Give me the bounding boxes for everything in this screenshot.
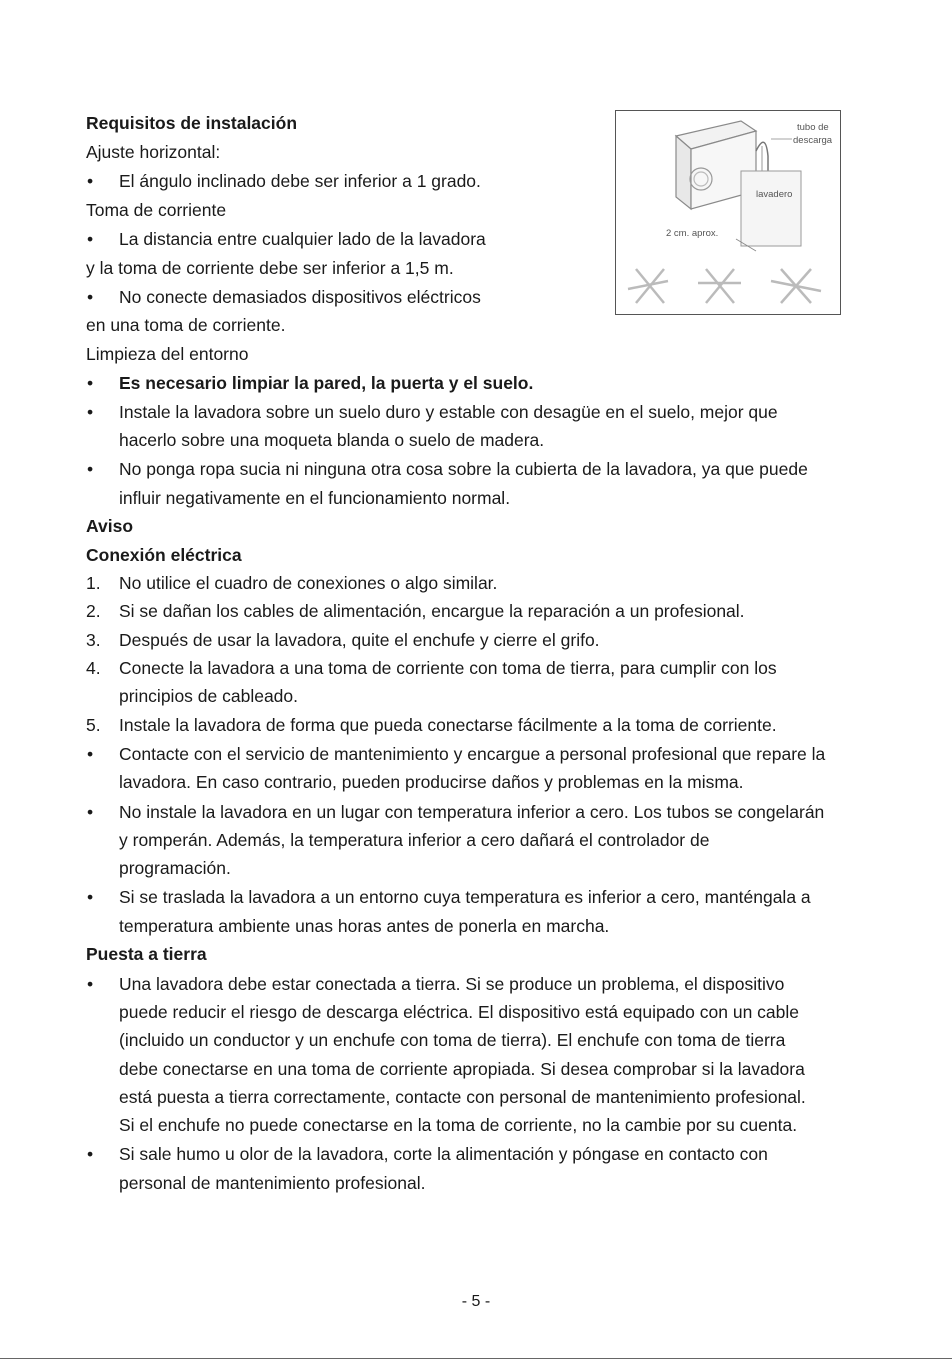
outlet-bullet-1-line-2: y la toma de corriente debe ser inferior a 1,5 m. bbox=[86, 258, 454, 278]
horizontal-label: Ajuste horizontal: bbox=[86, 142, 221, 162]
grounding-bullet-2-line-2: personal de mantenimiento profesional. bbox=[119, 1173, 426, 1193]
environment-bullet-2-line-1: Instale la lavadora sobre un suelo duro y estable con desagüe en el suelo, mejor que bbox=[119, 402, 778, 422]
electrical-item-1: No utilice el cuadro de conexiones o algo similar. bbox=[119, 573, 498, 593]
bullet-icon: • bbox=[87, 287, 94, 307]
heading-installation: Requisitos de instalación bbox=[86, 113, 298, 133]
electrical-item-4-line-2: principios de cableado. bbox=[119, 686, 299, 706]
grounding-bullet-1-line-2: puede reducir el riesgo de descarga eléctrica. El dispositivo está equipado con un cable bbox=[119, 1002, 800, 1022]
bullet-icon: • bbox=[87, 373, 94, 393]
environment-bullet-2-line-2: hacerlo sobre una moqueta blanda o suelo de madera. bbox=[119, 430, 545, 450]
grounding-bullet-1-line-4: debe conectarse en una toma de corriente apropiada. Si desea comprobar si la lavadora bbox=[119, 1059, 805, 1079]
electrical-item-4-line-1: Conecte la lavadora a una toma de corriente con toma de tierra, para cumplir con los bbox=[119, 658, 777, 678]
bullet-icon: • bbox=[87, 402, 94, 422]
bullet-icon: • bbox=[87, 229, 94, 249]
heading-grounding: Puesta a tierra bbox=[86, 944, 207, 964]
bullet-icon: • bbox=[87, 1144, 94, 1164]
electrical-item-5: Instale la lavadora de forma que pueda conectarse fácilmente a la toma de corriente. bbox=[119, 715, 777, 735]
list-number: 1. bbox=[86, 573, 101, 593]
outlet-bullet-2-line-1: No conecte demasiados dispositivos eléctricos bbox=[119, 287, 481, 307]
bullet-icon: • bbox=[87, 887, 94, 907]
grounding-bullet-1-line-6: Si el enchufe no puede conectarse en la toma de corriente, no la cambie por su cuenta. bbox=[119, 1115, 798, 1135]
grounding-bullet-1-line-1: Una lavadora debe estar conectada a tierra. Si se produce un problema, el dispositivo bbox=[119, 974, 785, 994]
electrical-bullet-2-line-1: No instale la lavadora en un lugar con temperatura inferior a cero. Los tubos se congelarán bbox=[119, 802, 825, 822]
list-number: 3. bbox=[86, 630, 101, 650]
electrical-item-2: Si se dañan los cables de alimentación, encargue la reparación a un profesional. bbox=[119, 601, 745, 621]
bullet-icon: • bbox=[87, 974, 94, 994]
electrical-bullet-2-line-2: y romperán. Además, la temperatura inferior a cero dañará el controlador de bbox=[119, 830, 710, 850]
heading-notice: Aviso bbox=[86, 516, 134, 536]
label-hose-2: descarga bbox=[793, 135, 833, 146]
environment-bullet-1: Es necesario limpiar la pared, la puerta y el suelo. bbox=[119, 373, 534, 393]
outlet-bullet-1-line-1: La distancia entre cualquier lado de la lavadora bbox=[119, 229, 486, 249]
grounding-bullet-1-line-5: está puesta a tierra correctamente, contacte con personal de mantenimiento profesional. bbox=[119, 1087, 806, 1107]
bottom-rule bbox=[0, 1358, 952, 1359]
environment-label: Limpieza del entorno bbox=[86, 344, 249, 364]
page-number: - 5 - bbox=[461, 1293, 491, 1310]
bullet-icon: • bbox=[87, 171, 94, 191]
list-number: 2. bbox=[86, 601, 101, 621]
bullet-icon: • bbox=[87, 744, 94, 764]
list-number: 4. bbox=[86, 658, 101, 678]
electrical-bullet-1-line-2: lavadora. En caso contrario, pueden producirse daños y problemas en la misma. bbox=[119, 772, 744, 792]
sink-icon bbox=[741, 171, 801, 246]
electrical-bullet-2-line-3: programación. bbox=[119, 858, 231, 878]
grounding-bullet-2-line-1: Si sale humo u olor de la lavadora, corte la alimentación y póngase en contacto con bbox=[119, 1144, 768, 1164]
outlet-label: Toma de corriente bbox=[86, 200, 227, 220]
outlet-bullet-2-line-2: en una toma de corriente. bbox=[86, 315, 286, 335]
installation-figure bbox=[615, 110, 841, 315]
label-gap: 2 cm. aprox. bbox=[666, 228, 719, 239]
heading-electrical: Conexión eléctrica bbox=[86, 545, 242, 565]
bullet-icon: • bbox=[87, 459, 94, 479]
label-hose-1: tubo de bbox=[797, 122, 829, 133]
electrical-item-3: Después de usar la lavadora, quite el enchufe y cierre el grifo. bbox=[119, 630, 600, 650]
electrical-bullet-3-line-1: Si se traslada la lavadora a un entorno cuya temperatura es inferior a cero, manténgala a bbox=[119, 887, 811, 907]
list-number: 5. bbox=[86, 715, 101, 735]
tilt-warning-icons bbox=[628, 269, 821, 303]
horizontal-bullet: El ángulo inclinado debe ser inferior a 1 grado. bbox=[119, 171, 481, 191]
environment-bullet-3-line-2: influir negativamente en el funcionamiento normal. bbox=[119, 488, 511, 508]
electrical-bullet-1-line-1: Contacte con el servicio de mantenimiento y encargue a personal profesional que repare la bbox=[119, 744, 826, 764]
electrical-bullet-3-line-2: temperatura ambiente unas horas antes de ponerla en marcha. bbox=[119, 916, 610, 936]
bullet-icon: • bbox=[87, 802, 94, 822]
grounding-bullet-1-line-3: (incluido un conductor y un enchufe con toma de tierra). El enchufe con toma de tierra bbox=[119, 1030, 786, 1050]
environment-bullet-3-line-1: No ponga ropa sucia ni ninguna otra cosa sobre la cubierta de la lavadora, ya que puede bbox=[119, 459, 808, 479]
label-sink: lavadero bbox=[756, 189, 793, 200]
